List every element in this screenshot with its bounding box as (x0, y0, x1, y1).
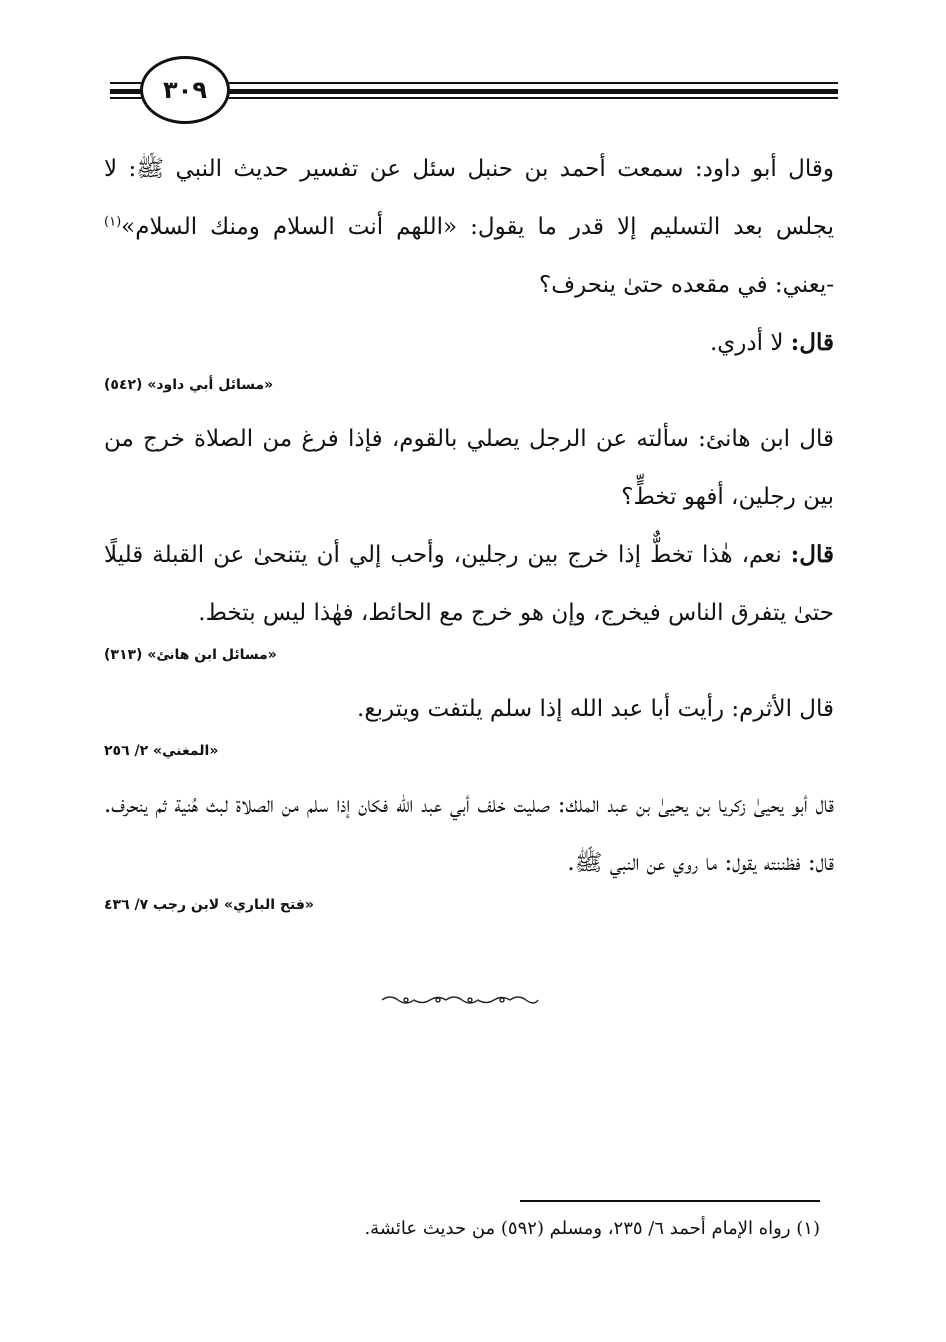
answer-label: قال: (790, 329, 834, 356)
page-number: ٣٠٩ (140, 56, 230, 124)
footnote (240, 1218, 820, 1239)
source-citation: «مسائل ابن هانئ» (٣١٣) (104, 647, 277, 663)
paragraph-abu-yahya: قال أبو يحيىٰ زكريا بن يحيىٰ بن عبد الملك: صليت خلف أبي عبد الله فكان إذا سلم من الصلاة لبث هُنية ثم ينحرف. قال: فظننته يقول: ما روي عن النبي ﷺ. (104, 792, 834, 876)
answer-label: قال: (790, 541, 834, 568)
paragraph-answer (104, 526, 834, 642)
paragraph-ibn-hani: قال ابن هانئ: سألته عن الرجل يصلي بالقوم، فإذا فرغ من الصلاة خرج من بين رجلين، أفهو تخطٍّ؟ (104, 426, 834, 510)
footnote-reference: (١) (104, 214, 122, 230)
footnote-marker: (١) (796, 1218, 820, 1239)
footnote-text: رواه الإمام أحمد ٦/ ٢٣٥، ومسلم (٥٩٢) من حديث عائشة. (364, 1218, 797, 1239)
paragraph-abu-dawud (104, 140, 834, 314)
paragraph-text: وقال أبو داود: سمعت أحمد بن حنبل سئل عن تفسير حديث النبي ﷺ: لا يجلس بعد التسليم إلا قدر ما يقول: «اللهم أنت السلام ومنك السلام» (104, 156, 834, 240)
paragraph-answer (104, 314, 834, 372)
source-citation: «المغني» ٢/ ٢٥٦ (104, 743, 219, 759)
source-citation: «مسائل أبي داود» (٥٤٢) (104, 377, 274, 393)
answer-text: لا أدري. (709, 330, 791, 356)
page-header (110, 52, 838, 122)
paragraph-athram: قال الأثرم: رأيت أبا عبد الله إذا سلم يلتفت ويتربع. (357, 696, 834, 722)
page-body (104, 140, 834, 930)
paragraph-text: -يعني: في مقعده حتىٰ ينحرف؟ (539, 272, 834, 298)
ornament-divider-icon (380, 993, 540, 1007)
source-citation: «فتح الباري» لابن رجب ٧/ ٤٣٦ (104, 897, 314, 913)
answer-text: نعم، هٰذا تخطٌّ إذا خرج بين رجلين، وأحب إلي أن يتنحىٰ عن القبلة قليلًا حتىٰ يتفرق الناس فيخرج، وإن هو خرج مع الحائط، فهٰذا ليس بتخط. (104, 542, 834, 626)
footnote-separator (520, 1200, 820, 1202)
